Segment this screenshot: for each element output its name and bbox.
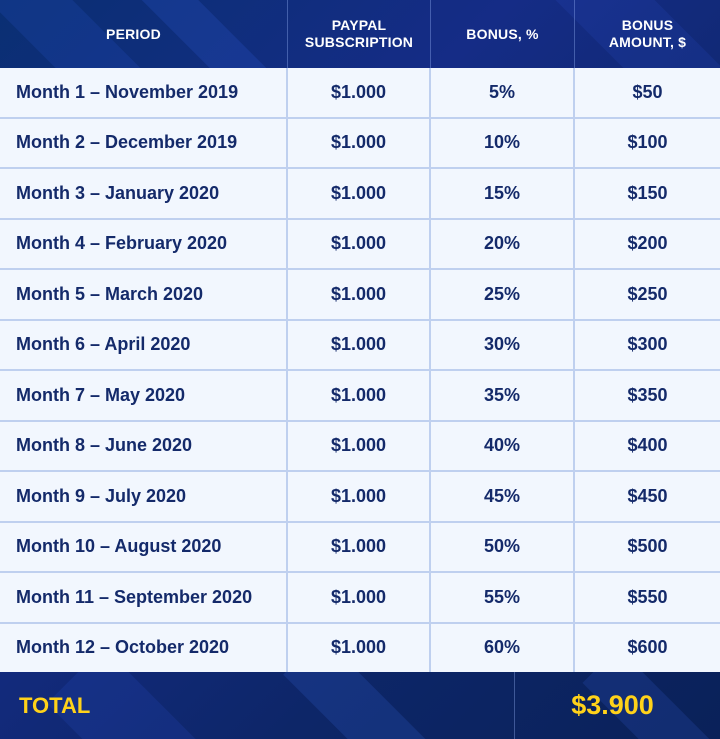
table-row <box>0 624 720 673</box>
table-footer <box>0 672 720 739</box>
header-subscription-line1: PAYPAL <box>331 17 387 33</box>
table-row <box>0 321 720 370</box>
subscription-cell: $1.000 <box>288 422 431 471</box>
bonus-amount-cell: $250 <box>575 270 720 319</box>
bonus-amount-cell: $150 <box>575 169 720 218</box>
bonus-amount-cell: $450 <box>575 472 720 521</box>
subscription-cell: $1.000 <box>288 523 431 572</box>
bonus-amount-cell: $400 <box>575 422 720 471</box>
bonus-percent-cell: 45% <box>431 472 575 521</box>
header-bonus-amount-line2: AMOUNT, $ <box>608 34 687 50</box>
bonus-amount-cell: $100 <box>575 119 720 168</box>
period-cell: Month 9 – July 2020 <box>0 472 288 521</box>
subscription-cell: $1.000 <box>288 270 431 319</box>
bonus-percent-cell: 10% <box>431 119 575 168</box>
table-row <box>0 270 720 319</box>
period-cell: Month 2 – December 2019 <box>0 119 288 168</box>
table-row <box>0 169 720 218</box>
bonus-amount-cell: $600 <box>575 624 720 673</box>
total-label: TOTAL <box>0 672 515 739</box>
subscription-cell: $1.000 <box>288 573 431 622</box>
bonus-percent-cell: 60% <box>431 624 575 673</box>
bonus-amount-cell: $50 <box>575 68 720 117</box>
header-period <box>0 0 288 68</box>
table-row <box>0 220 720 269</box>
table-header <box>0 0 720 68</box>
subscription-cell: $1.000 <box>288 371 431 420</box>
subscription-cell: $1.000 <box>288 220 431 269</box>
period-cell: Month 5 – March 2020 <box>0 270 288 319</box>
header-bonus-percent <box>431 0 575 68</box>
bonus-percent-cell: 55% <box>431 573 575 622</box>
period-cell: Month 8 – June 2020 <box>0 422 288 471</box>
period-cell: Month 11 – September 2020 <box>0 573 288 622</box>
table-row <box>0 119 720 168</box>
bonus-percent-cell: 35% <box>431 371 575 420</box>
table-row <box>0 523 720 572</box>
header-bonus-percent-label: BONUS, % <box>466 25 539 42</box>
header-period-label: PERIOD <box>106 25 161 42</box>
period-cell: Month 10 – August 2020 <box>0 523 288 572</box>
period-cell: Month 7 – May 2020 <box>0 371 288 420</box>
period-cell: Month 12 – October 2020 <box>0 624 288 673</box>
subscription-cell: $1.000 <box>288 624 431 673</box>
bonus-amount-cell: $500 <box>575 523 720 572</box>
subscription-cell: $1.000 <box>288 68 431 117</box>
bonus-percent-cell: 15% <box>431 169 575 218</box>
subscription-cell: $1.000 <box>288 321 431 370</box>
bonus-percent-cell: 5% <box>431 68 575 117</box>
subscription-cell: $1.000 <box>288 472 431 521</box>
bonus-percent-cell: 50% <box>431 523 575 572</box>
subscription-cell: $1.000 <box>288 119 431 168</box>
table-body <box>0 68 720 672</box>
bonus-amount-cell: $300 <box>575 321 720 370</box>
header-bonus-amount <box>575 0 720 68</box>
bonus-amount-cell: $550 <box>575 573 720 622</box>
total-value: $3.900 <box>571 690 654 720</box>
header-subscription-line2: SUBSCRIPTION <box>304 34 414 50</box>
bonus-amount-cell: $350 <box>575 371 720 420</box>
period-cell: Month 1 – November 2019 <box>0 68 288 117</box>
period-cell: Month 4 – February 2020 <box>0 220 288 269</box>
bonus-percent-cell: 20% <box>431 220 575 269</box>
bonus-percent-cell: 25% <box>431 270 575 319</box>
bonus-percent-cell: 40% <box>431 422 575 471</box>
table-row <box>0 472 720 521</box>
period-cell: Month 6 – April 2020 <box>0 321 288 370</box>
subscription-cell: $1.000 <box>288 169 431 218</box>
table-row <box>0 371 720 420</box>
bonus-amount-cell: $200 <box>575 220 720 269</box>
header-subscription <box>288 0 431 68</box>
period-cell: Month 3 – January 2020 <box>0 169 288 218</box>
bonus-percent-cell: 30% <box>431 321 575 370</box>
table-row <box>0 573 720 622</box>
table-row <box>0 68 720 117</box>
table-row <box>0 422 720 471</box>
header-bonus-amount-line1: BONUS <box>621 17 674 33</box>
